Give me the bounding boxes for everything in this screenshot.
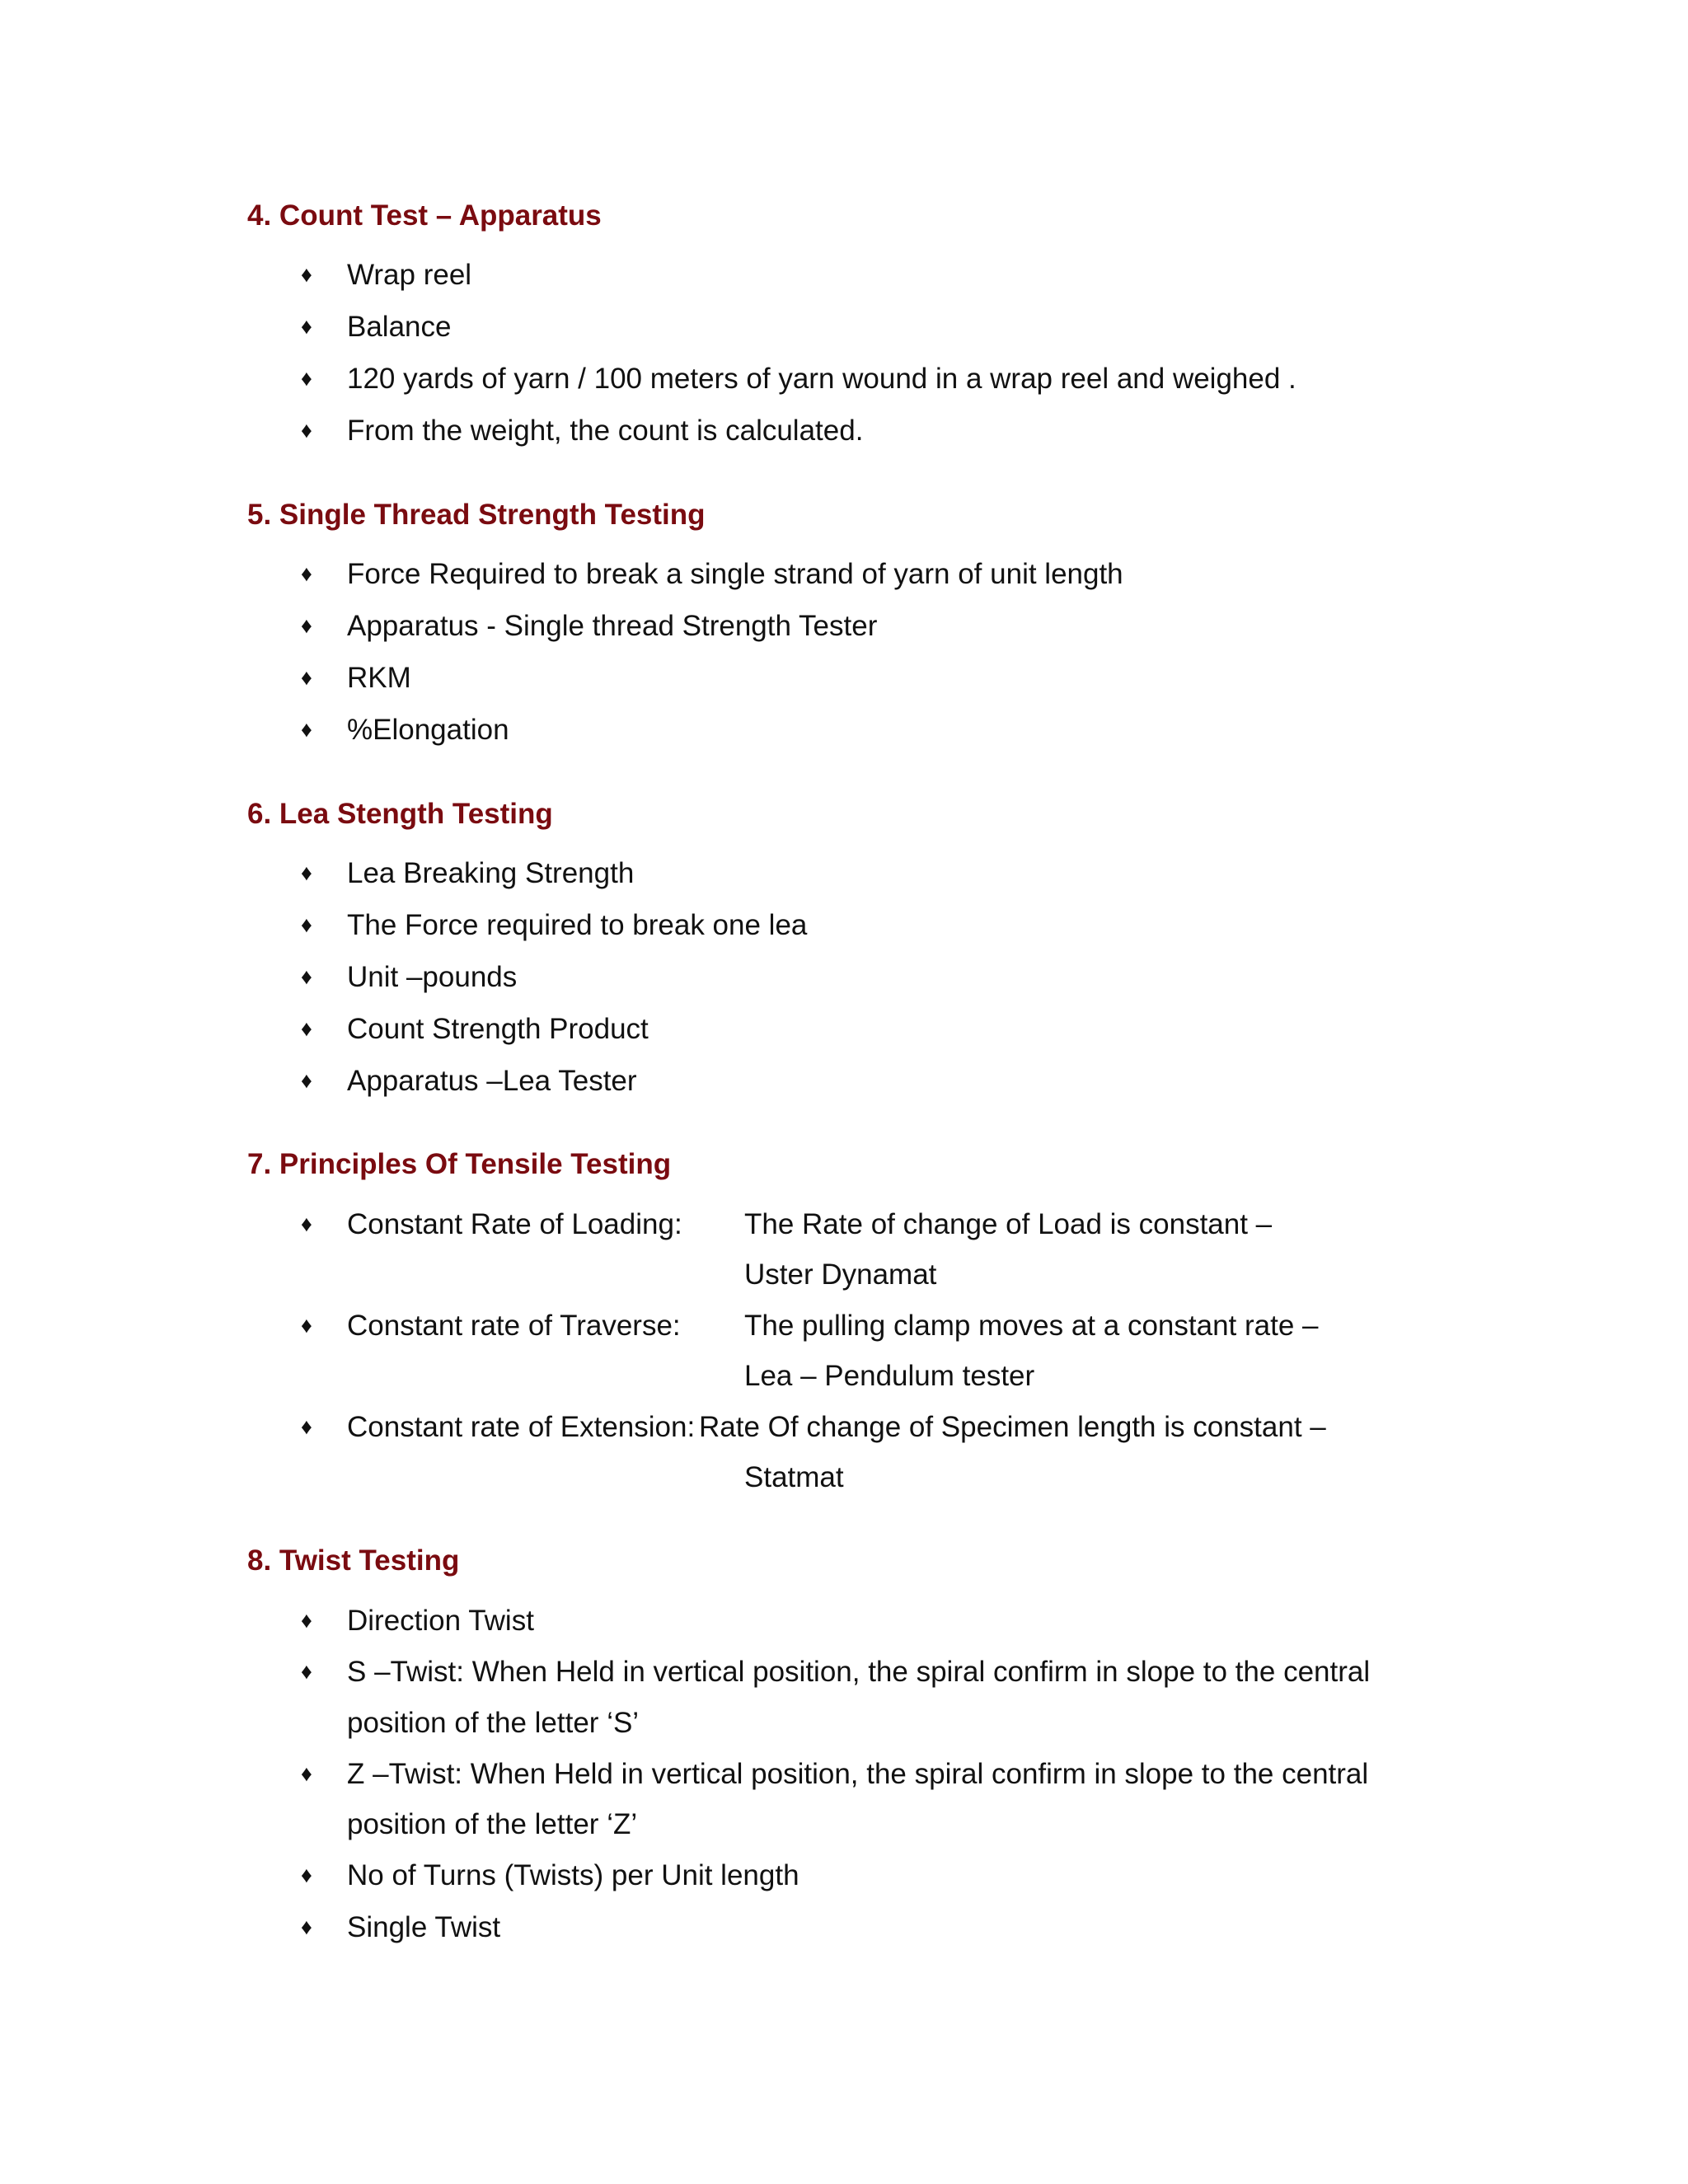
bullet-icon: ♦ — [301, 561, 312, 586]
bullet-icon: ♦ — [301, 1016, 312, 1041]
list-item: RKM — [347, 662, 411, 694]
bullet-icon: ♦ — [301, 1212, 312, 1236]
list-item-continued: position of the letter ‘S’ — [347, 1707, 640, 1739]
list-item: From the weight, the count is calculated. — [347, 415, 864, 447]
bullet-icon: ♦ — [301, 1608, 312, 1633]
bullet-icon: ♦ — [301, 1863, 312, 1887]
bullet-icon: ♦ — [301, 1659, 312, 1684]
bullet-icon: ♦ — [301, 665, 312, 690]
bullet-icon: ♦ — [301, 1915, 312, 1939]
list-item: 120 yards of yarn / 100 meters of yarn wound in a wrap reel and weighed . — [347, 363, 1296, 395]
principle-description: Rate Of change of Specimen length is constant – — [699, 1411, 1326, 1443]
list-item: Balance — [347, 311, 452, 343]
bullet-icon: ♦ — [301, 1068, 312, 1093]
list-item-continued: position of the letter ‘Z’ — [347, 1808, 638, 1840]
principle-description: The pulling clamp moves at a constant rate – — [744, 1310, 1319, 1342]
list-item: Direction Twist — [347, 1605, 534, 1637]
principle-term: Constant Rate of Loading: — [347, 1208, 682, 1240]
principle-description-continued: Uster Dynamat — [744, 1258, 937, 1291]
list-item: The Force required to break one lea — [347, 909, 808, 941]
principle-description-continued: Statmat — [744, 1461, 844, 1493]
list-item: S –Twist: When Held in vertical position, the spiral confirm in slope to the central — [347, 1656, 1371, 1688]
list-item: Z –Twist: When Held in vertical position, the spiral confirm in slope to the central — [347, 1758, 1369, 1790]
list-item: Unit –pounds — [347, 961, 518, 993]
list-item: Count Strength Product — [347, 1013, 649, 1045]
section-heading: 8. Twist Testing — [247, 1544, 460, 1577]
bullet-icon: ♦ — [301, 613, 312, 638]
section-heading: 7. Principles Of Tensile Testing — [247, 1148, 672, 1180]
section-heading: 4. Count Test – Apparatus — [247, 199, 602, 232]
bullet-icon: ♦ — [301, 314, 312, 339]
principle-description-continued: Lea – Pendulum tester — [744, 1360, 1035, 1392]
list-item: Apparatus –Lea Tester — [347, 1065, 637, 1097]
list-item: Force Required to break a single strand of yarn of unit length — [347, 558, 1123, 590]
bullet-icon: ♦ — [301, 1414, 312, 1439]
principle-term: Constant rate of Traverse: — [347, 1310, 681, 1342]
list-item: Single Twist — [347, 1911, 501, 1943]
bullet-icon: ♦ — [301, 964, 312, 989]
bullet-icon: ♦ — [301, 860, 312, 885]
bullet-icon: ♦ — [301, 717, 312, 742]
section-heading: 5. Single Thread Strength Testing — [247, 499, 706, 531]
bullet-icon: ♦ — [301, 262, 312, 287]
principle-description: The Rate of change of Load is constant – — [744, 1208, 1273, 1240]
list-item: Lea Breaking Strength — [347, 857, 635, 889]
bullet-icon: ♦ — [301, 366, 312, 391]
section-heading: 6. Lea Stength Testing — [247, 798, 553, 830]
bullet-icon: ♦ — [301, 418, 312, 443]
bullet-icon: ♦ — [301, 1313, 312, 1338]
list-item: %Elongation — [347, 714, 509, 746]
list-item: Wrap reel — [347, 259, 472, 291]
bullet-icon: ♦ — [301, 912, 312, 937]
principle-term: Constant rate of Extension: — [347, 1411, 696, 1443]
list-item: No of Turns (Twists) per Unit length — [347, 1859, 799, 1891]
bullet-icon: ♦ — [301, 1761, 312, 1786]
list-item: Apparatus - Single thread Strength Tester — [347, 610, 878, 642]
